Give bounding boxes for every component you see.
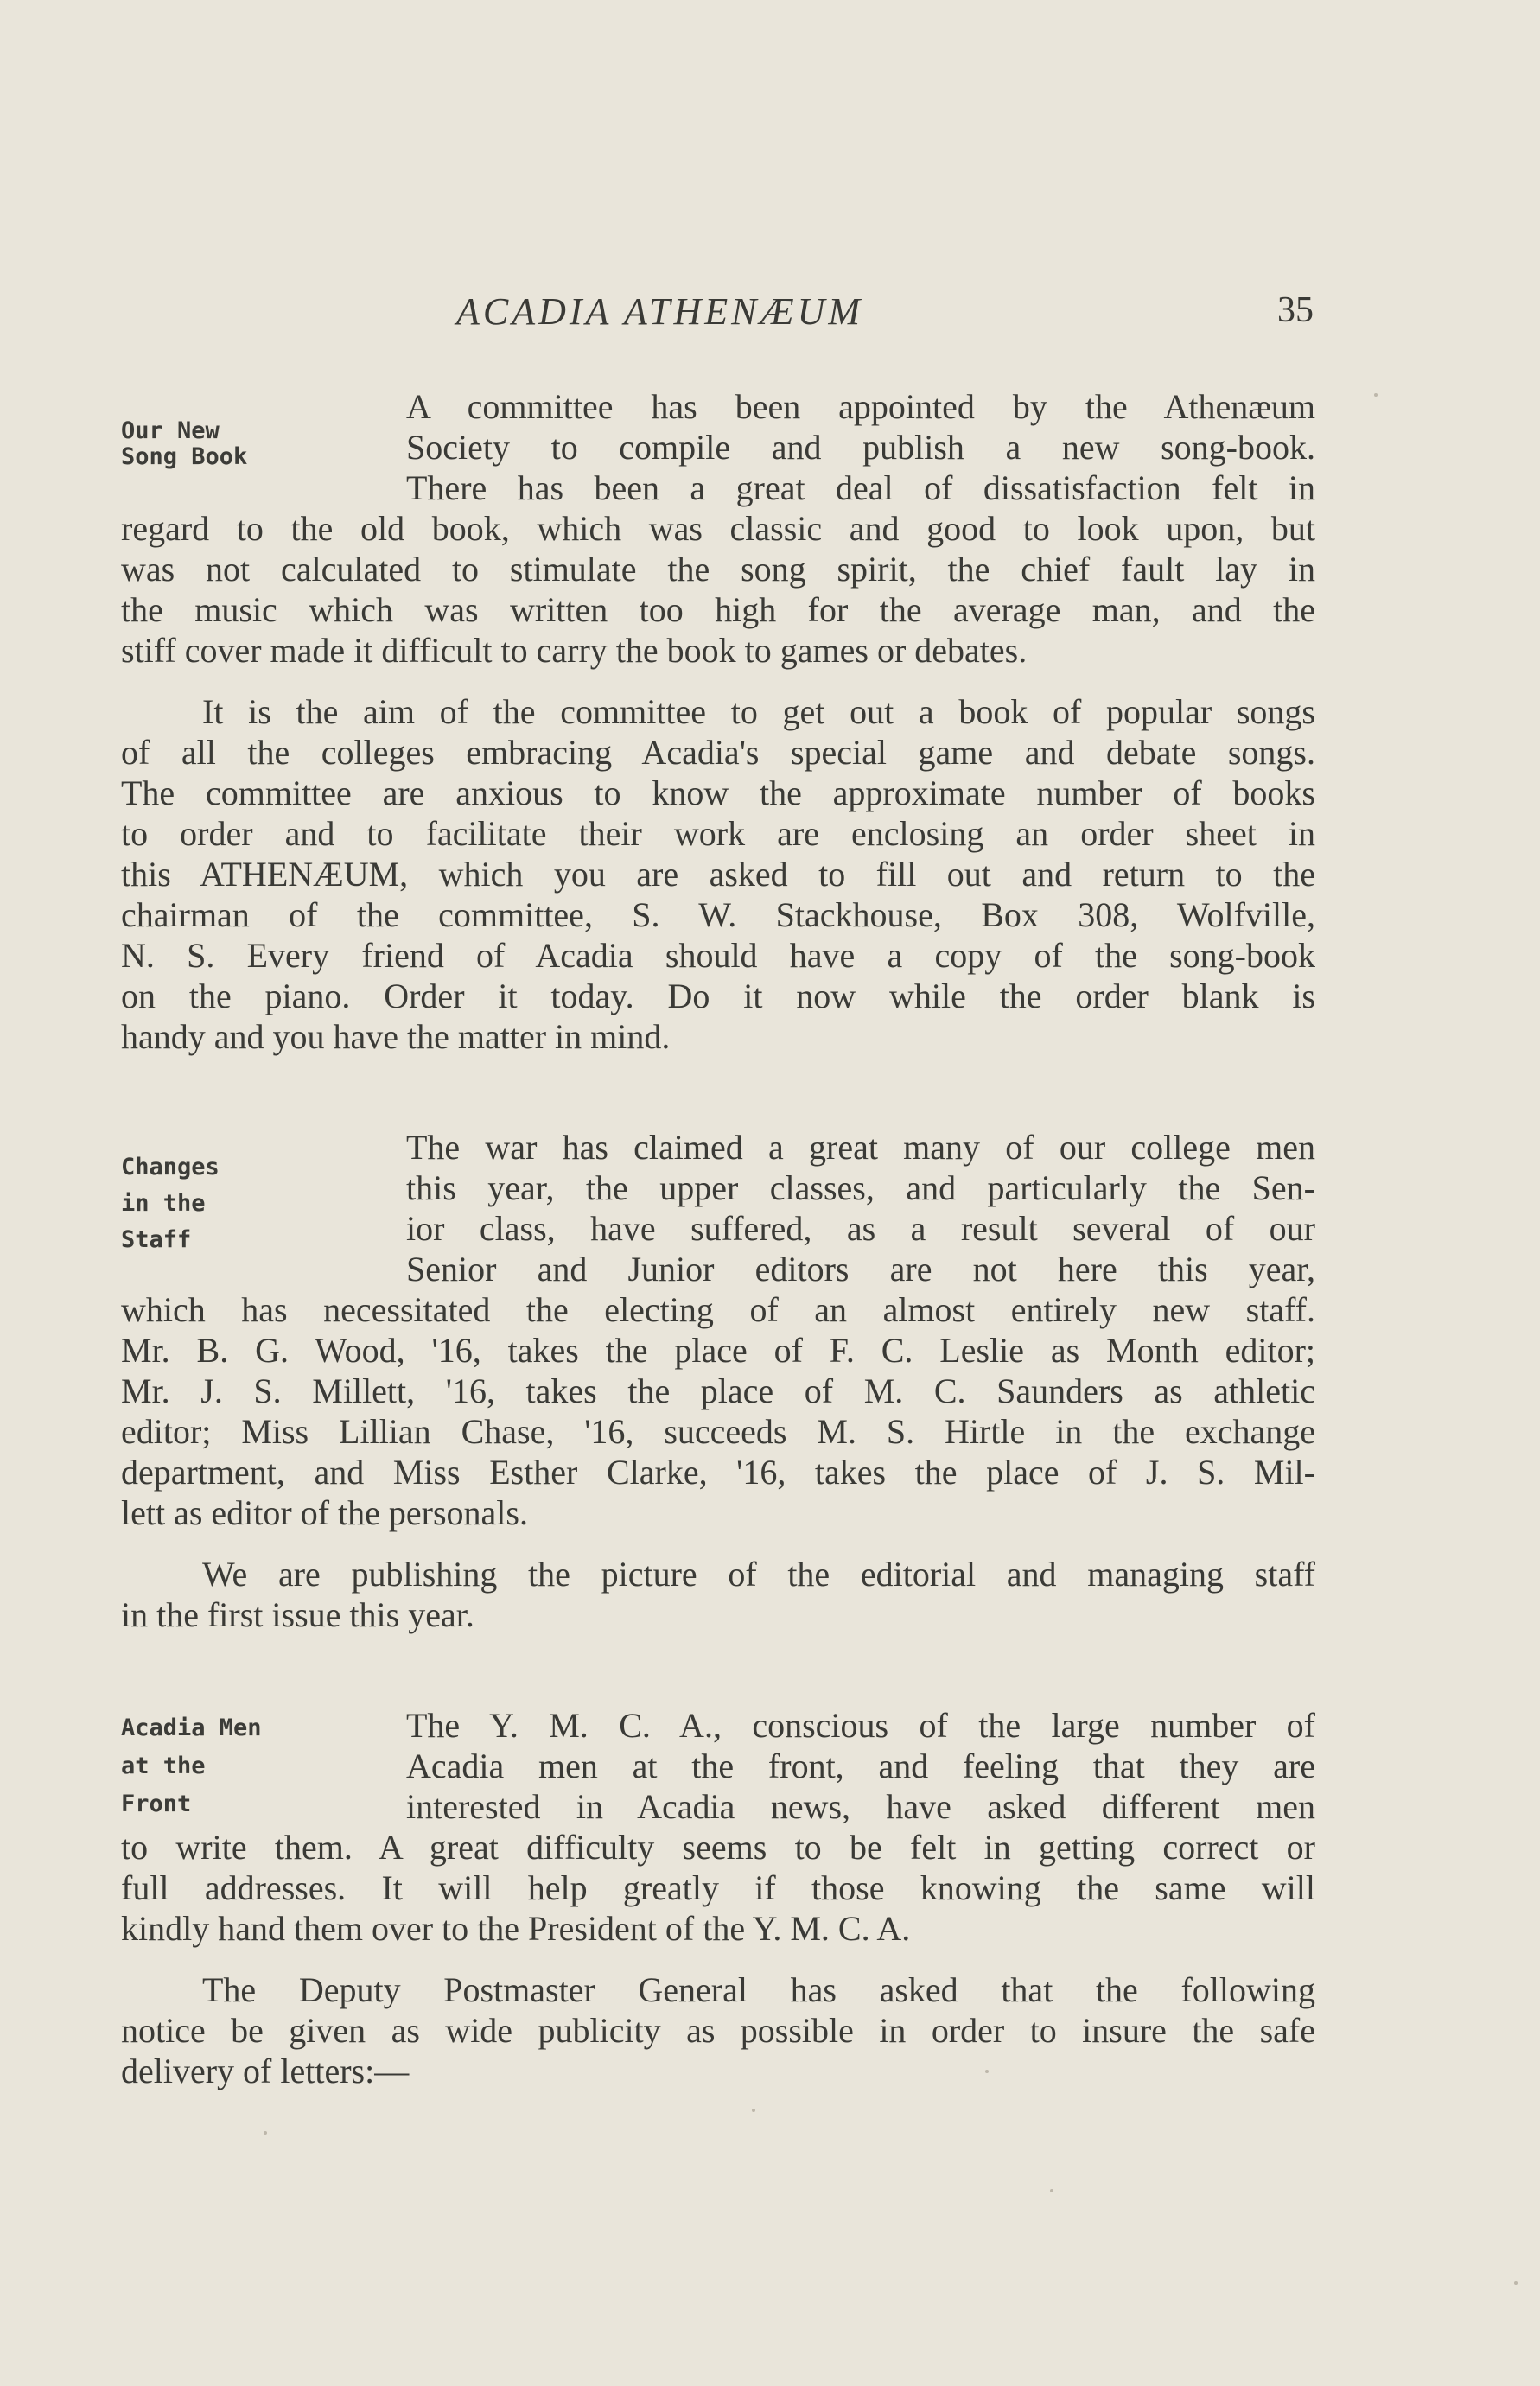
side-label-line: Acadia Men xyxy=(121,1715,262,1741)
side-label-line: Staff xyxy=(121,1226,192,1253)
text-line: on the piano. Order it today. Do it now while the order blank is xyxy=(121,977,1315,1015)
text-line: It is the aim of the committee to get out a book of popular songs xyxy=(202,692,1315,731)
text-line: There has been a great deal of dissatisfaction felt in xyxy=(406,468,1315,507)
text-line: notice be given as wide publicity as possible in order to insure the safe xyxy=(121,2011,1315,2050)
text-line: stiff cover made it difficult to carry the book to games or debates. xyxy=(121,631,1028,670)
text-line: A committee has been appointed by the Athenæum xyxy=(406,387,1315,426)
side-label-song-book xyxy=(121,417,247,472)
text-line: The Deputy Postmaster General has asked that the following xyxy=(202,1970,1315,2009)
section-song-book xyxy=(121,386,1315,1057)
text-line: kindly hand them over to the President of the Y. M. C. A. xyxy=(121,1909,911,1948)
paper-speck xyxy=(1514,2281,1518,2285)
paragraph xyxy=(121,1127,1315,1533)
side-label-acadia-men xyxy=(121,1714,262,1819)
text-line: Society to compile and publish a new song-book. xyxy=(406,428,1315,467)
page-number: 35 xyxy=(1277,290,1314,330)
text-line: in the first issue this year. xyxy=(121,1595,474,1634)
text-line: regard to the old book, which was classic and good to look upon, but xyxy=(121,509,1315,548)
text-line: Acadia men at the front, and feeling that they are xyxy=(406,1747,1315,1785)
text-line: of all the colleges embracing Acadia's special game and debate songs. xyxy=(121,733,1315,772)
text-line: this ATHENÆUM, which you are asked to fill out and return to the xyxy=(121,855,1315,894)
side-label-line: Song Book xyxy=(121,443,248,470)
text-line: The war has claimed a great many of our college men xyxy=(406,1128,1315,1167)
section-changes-staff xyxy=(121,1127,1315,1635)
text-line: this year, the upper classes, and particularly the Sen- xyxy=(406,1168,1315,1207)
paper-speck xyxy=(264,2131,267,2135)
paragraph xyxy=(121,1554,1315,1635)
text-line: full addresses. It will help greatly if those knowing the same will xyxy=(121,1868,1315,1907)
running-header xyxy=(121,290,1314,341)
text-line: department, and Miss Esther Clarke, '16, takes the place of J. S. Mil- xyxy=(121,1453,1315,1492)
journal-title: ACADIA ATHENÆUM xyxy=(456,290,864,333)
paper-speck xyxy=(1374,393,1378,397)
text-line: the music which was written too high for the average man, and the xyxy=(121,590,1315,629)
side-label-line: at the xyxy=(121,1753,206,1779)
text-line: chairman of the committee, S. W. Stackhouse, Box 308, Wolfville, xyxy=(121,895,1315,934)
side-label-line: Our New xyxy=(121,417,220,444)
text-line: editor; Miss Lillian Chase, '16, succeeds M. S. Hirtle in the exchange xyxy=(121,1412,1315,1451)
text-line: ior class, have suffered, as a result several of our xyxy=(406,1209,1315,1248)
text-line: delivery of letters:— xyxy=(121,2052,410,2090)
paper-speck xyxy=(985,2070,989,2073)
text-line: to order and to facilitate their work are enclosing an order sheet in xyxy=(121,814,1315,853)
text-line: handy and you have the matter in mind. xyxy=(121,1017,671,1056)
paragraph xyxy=(121,1705,1315,1949)
text-line: Senior and Junior editors are not here this year, xyxy=(406,1250,1315,1288)
section-acadia-men-front xyxy=(121,1705,1315,2091)
side-label-line: Changes xyxy=(121,1154,220,1180)
text-line: was not calculated to stimulate the song spirit, the chief fault lay in xyxy=(121,550,1315,589)
side-label-line: in the xyxy=(121,1190,206,1217)
text-line: interested in Acadia news, have asked different men xyxy=(406,1787,1315,1826)
paper-speck xyxy=(752,2109,755,2112)
side-label-changes-staff xyxy=(121,1153,220,1255)
text-line: We are publishing the picture of the editorial and managing staff xyxy=(202,1555,1315,1594)
paper-speck xyxy=(1050,2189,1053,2192)
paragraph xyxy=(121,1969,1315,2091)
text-line: The committee are anxious to know the approximate number of books xyxy=(121,773,1315,812)
paragraph xyxy=(121,386,1315,671)
text-line: Mr. J. S. Millett, '16, takes the place of M. C. Saunders as athletic xyxy=(121,1371,1315,1410)
text-line: The Y. M. C. A., conscious of the large number of xyxy=(406,1706,1315,1745)
text-line: lett as editor of the personals. xyxy=(121,1493,528,1532)
paragraph xyxy=(121,691,1315,1057)
text-line: which has necessitated the electing of an almost entirely new staff. xyxy=(121,1290,1315,1329)
text-line: N. S. Every friend of Acadia should have a copy of the song-book xyxy=(121,936,1315,975)
text-line: Mr. B. G. Wood, '16, takes the place of F. C. Leslie as Month editor; xyxy=(121,1331,1315,1370)
side-label-line: Front xyxy=(121,1791,192,1817)
text-line: to write them. A great difficulty seems to be felt in getting correct or xyxy=(121,1828,1315,1867)
